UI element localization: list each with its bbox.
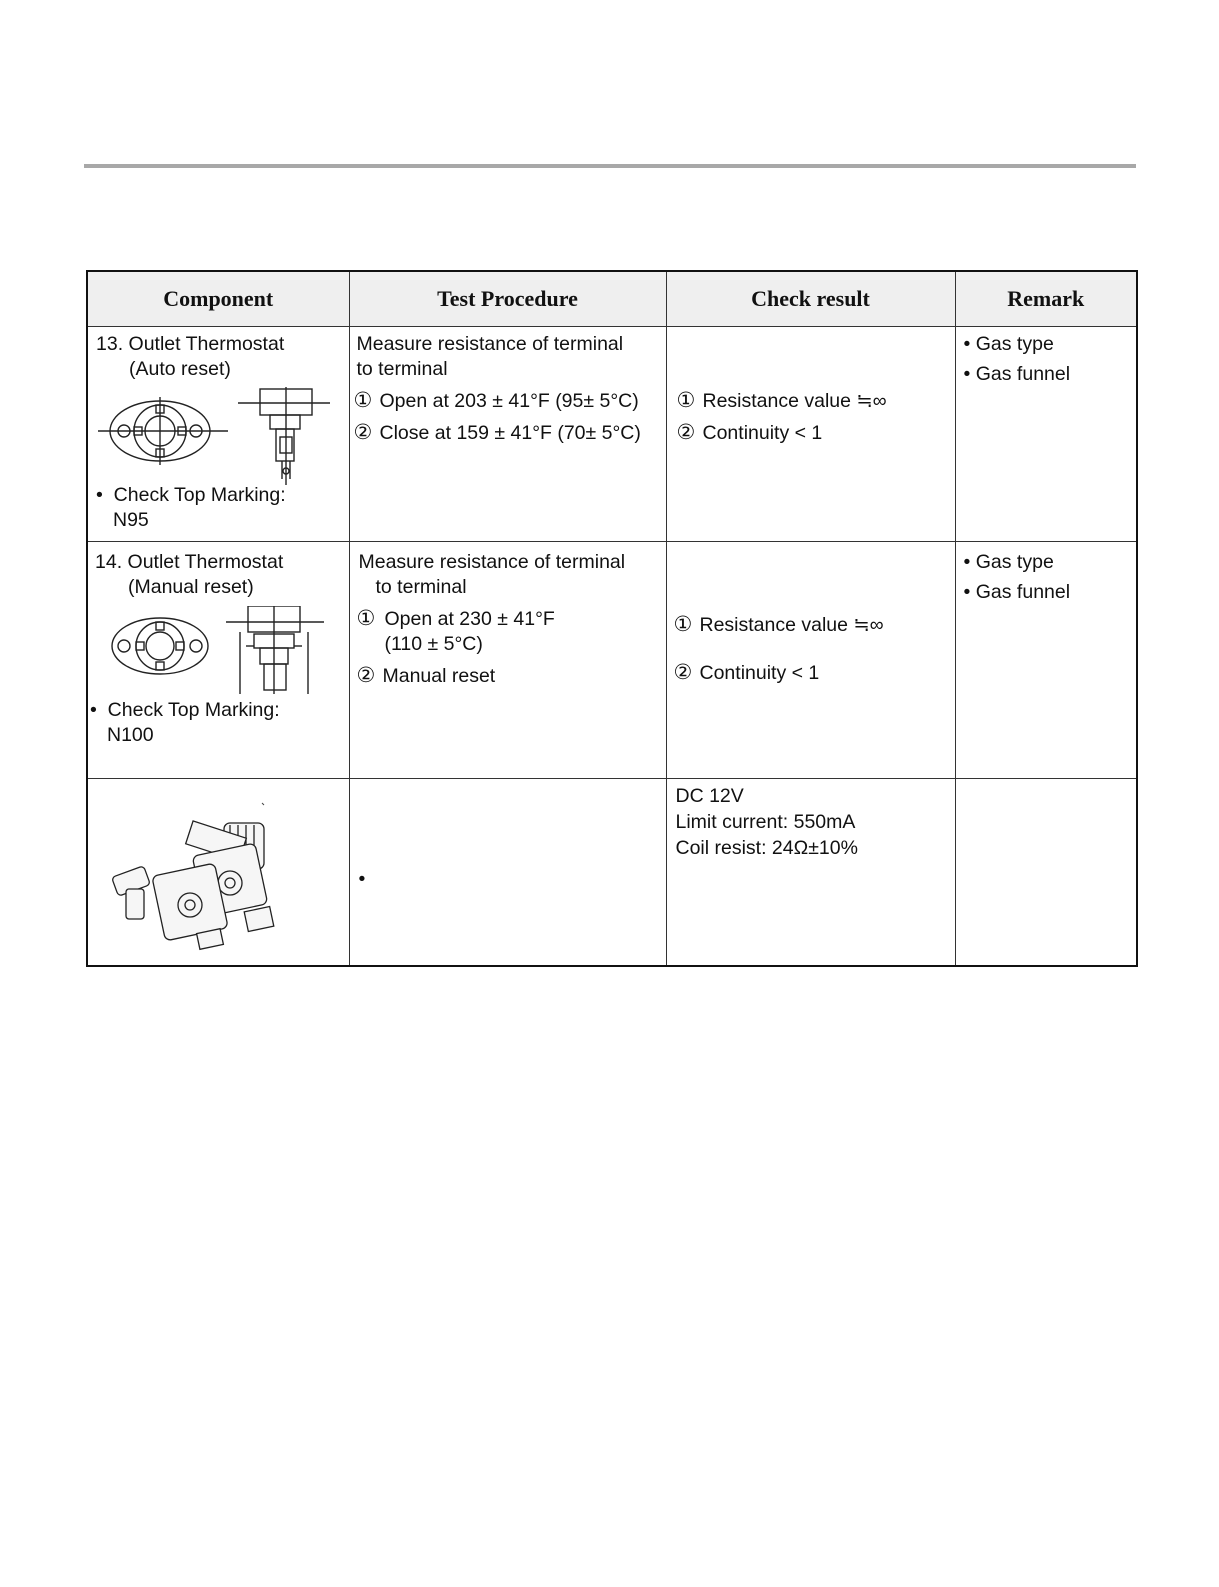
header-check-result: Check result	[666, 271, 955, 327]
marking-label: • Check Top Marking:	[90, 699, 280, 721]
procedure-line1: Measure resistance of terminal	[356, 333, 624, 355]
water-valve-illustration	[106, 799, 286, 954]
procedure-cell	[349, 542, 666, 779]
marking-value: N100	[107, 724, 154, 746]
result1-text: Resistance value ≒∞	[702, 390, 887, 412]
step1-text: Open at 230 ± 41°F	[384, 608, 555, 630]
result-cell	[666, 542, 955, 779]
remark-item: • Gas funnel	[963, 363, 1071, 385]
remark-cell	[955, 327, 1137, 542]
step1-text-continued: (110 ± 5°C)	[384, 633, 483, 655]
thermostat-manual-reset-diagram	[108, 606, 338, 698]
result1-number: ①	[673, 613, 693, 636]
table-row	[87, 542, 1137, 779]
procedure-line2: to terminal	[356, 358, 448, 380]
header-component: Component	[87, 271, 349, 327]
component-title: 14. Outlet Thermostat	[95, 551, 284, 573]
step2-number: ②	[353, 421, 373, 444]
procedure-line1: Measure resistance of terminal	[358, 551, 626, 573]
thermostat-auto-reset-diagram	[98, 387, 338, 487]
step2-number: ②	[356, 664, 376, 687]
remark-text: Gas funnel	[975, 581, 1071, 603]
step2-text: Manual reset	[382, 665, 496, 687]
remark-cell	[955, 542, 1137, 779]
result-cell	[666, 327, 955, 542]
table-row	[87, 327, 1137, 542]
component-cell	[87, 542, 349, 779]
result2-text: Continuity < 1	[702, 422, 823, 444]
remark-item: • Gas type	[963, 333, 1054, 355]
component-cell	[87, 327, 349, 542]
header-row	[87, 271, 1137, 327]
procedure-bullet: •	[358, 868, 366, 890]
step1-number: ①	[356, 607, 376, 630]
marking-value: N95	[113, 509, 149, 531]
marking-label: • Check Top Marking:	[96, 484, 286, 506]
step1-text: Open at 203 ± 41°F (95± 5°C)	[379, 390, 639, 412]
remark-text: Gas type	[975, 551, 1054, 573]
table-row	[87, 779, 1137, 967]
remark-text: Gas type	[975, 333, 1054, 355]
remark-text: Gas funnel	[975, 363, 1071, 385]
result-limit-current: Limit current: 550mA	[675, 811, 856, 833]
remark-item: • Gas type	[963, 551, 1054, 573]
component-subtitle: (Auto reset)	[129, 358, 231, 380]
component-test-table	[86, 270, 1138, 967]
result2-text: Continuity < 1	[699, 662, 820, 684]
remark-item: • Gas funnel	[963, 581, 1071, 603]
component-subtitle: (Manual reset)	[128, 576, 254, 598]
procedure-cell	[349, 327, 666, 542]
component-title: 13. Outlet Thermostat	[96, 333, 285, 355]
marking-label-text: Check Top Marking:	[107, 699, 280, 721]
component-cell	[87, 779, 349, 967]
remark-cell	[955, 779, 1137, 967]
result1-text: Resistance value ≒∞	[699, 614, 884, 636]
marking-label-text: Check Top Marking:	[113, 484, 286, 506]
top-rule	[84, 164, 1136, 168]
procedure-line2: to terminal	[375, 576, 467, 598]
step2-text: Close at 159 ± 41°F (70± 5°C)	[379, 422, 641, 444]
step1-number: ①	[353, 389, 373, 412]
result1-number: ①	[676, 389, 696, 412]
result-coil-resist: Coil resist: 24Ω±10%	[675, 837, 858, 859]
header-remark: Remark	[955, 271, 1137, 327]
result2-number: ②	[676, 421, 696, 444]
procedure-cell	[349, 779, 666, 967]
result-voltage: DC 12V	[675, 785, 744, 807]
result2-number: ②	[673, 661, 693, 684]
result-cell	[666, 779, 955, 967]
header-test-procedure: Test Procedure	[349, 271, 666, 327]
